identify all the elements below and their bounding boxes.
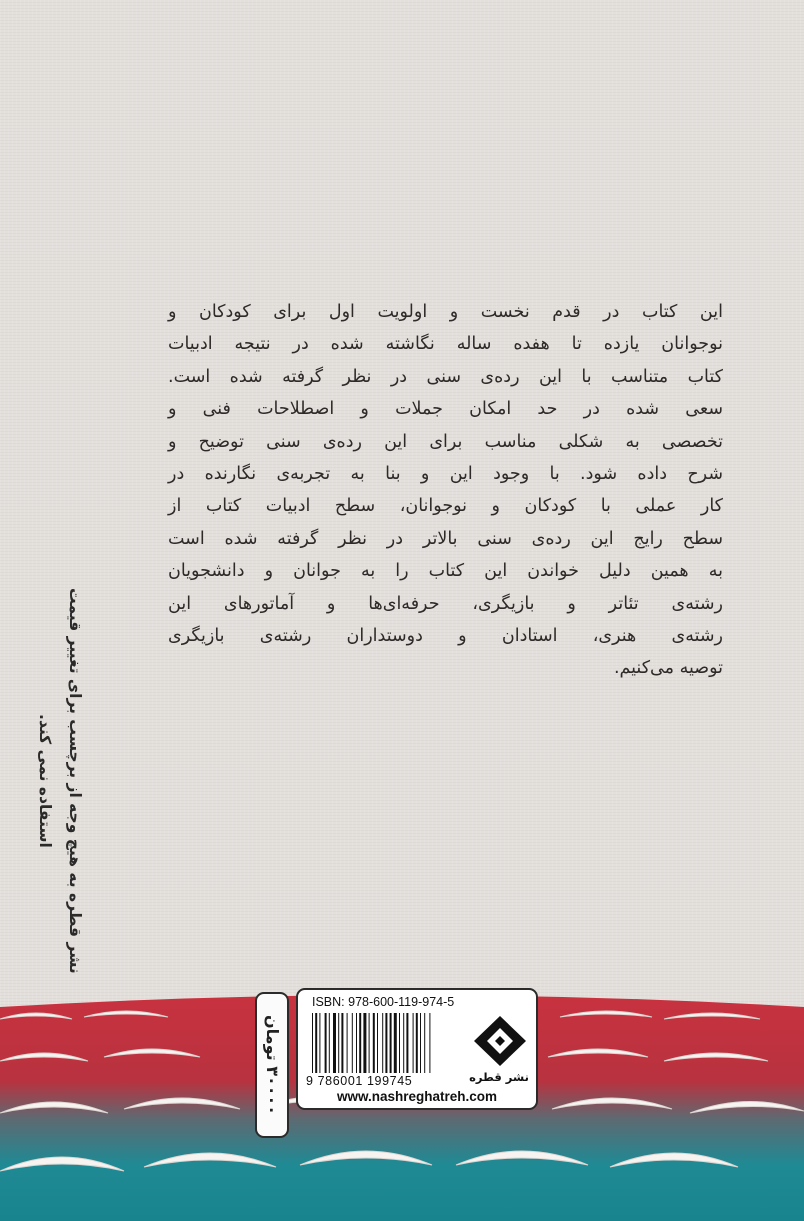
barcode-bar bbox=[403, 1013, 404, 1073]
barcode-bar bbox=[352, 1013, 353, 1073]
barcode-bar bbox=[382, 1013, 383, 1073]
barcode-bar bbox=[373, 1013, 375, 1073]
barcode-bar bbox=[429, 1013, 430, 1073]
barcode-bar bbox=[319, 1013, 320, 1073]
description-line: رشته‌ی تئاتر و بازیگری، حرفه‌ای‌ها و آماتورهای این bbox=[168, 593, 723, 614]
description-line: کار عملی با کودکان و نوجوانان، سطح ادبیات کتاب از bbox=[168, 496, 723, 517]
barcode-bar bbox=[363, 1013, 366, 1073]
publisher-website: www.nashreghatreh.com bbox=[336, 1089, 498, 1104]
price-tag bbox=[255, 992, 289, 1138]
barcode-bar bbox=[325, 1013, 327, 1073]
barcode-bar bbox=[333, 1013, 336, 1073]
description-line: شرح داده شود. با وجود این و بنا به تجربه‌ی نگارنده در bbox=[168, 463, 723, 484]
description-line: کتاب متناسب با این رده‌ی سنی در نظر گرفته شده است. bbox=[168, 366, 723, 387]
barcode-bar bbox=[347, 1013, 348, 1073]
barcode-bar bbox=[394, 1013, 397, 1073]
barcode-bar bbox=[329, 1013, 330, 1073]
barcode-bar bbox=[369, 1013, 370, 1073]
barcode-bar bbox=[413, 1013, 414, 1073]
description-line: رشته‌ی هنری، استادان و دوستداران رشته‌ی بازیگری bbox=[168, 625, 723, 646]
book-description bbox=[168, 296, 723, 685]
barcode-bar bbox=[341, 1013, 343, 1073]
isbn-label: ISBN: 978-600-119-974-5 bbox=[312, 995, 455, 1009]
price-text: ۳۰۰۰۰ تومان bbox=[263, 1014, 282, 1115]
barcode-bar bbox=[424, 1013, 425, 1073]
barcode-bar bbox=[315, 1013, 317, 1073]
description-line: نوجوانان یازده تا هفده ساله نگاشته شده در نتیجه ادبیات bbox=[168, 334, 723, 355]
description-line: سطح رایج این رده‌ی سنی بالاتر در نظر گرفته شده است bbox=[168, 528, 723, 549]
barcode-bar bbox=[359, 1013, 361, 1073]
publisher-logo-icon bbox=[472, 1014, 528, 1068]
price-label-notice: نشر قطره به هیچ وجه از برچسب برای تغییر قیمت استفاده نمی کند. bbox=[36, 588, 84, 974]
barcode-bar bbox=[377, 1013, 378, 1073]
barcode-bar bbox=[312, 1013, 313, 1073]
barcode-bar bbox=[420, 1013, 421, 1073]
description-line: این کتاب در قدم نخست و اولویت اول برای کودکان و bbox=[168, 302, 723, 322]
barcode-bar bbox=[390, 1013, 392, 1073]
barcode-bar bbox=[338, 1013, 339, 1073]
barcode-graphic bbox=[310, 1013, 460, 1073]
barcode-bar bbox=[356, 1013, 357, 1073]
publisher-logo-text: نشر قطره bbox=[469, 1070, 529, 1084]
barcode-bar bbox=[416, 1013, 418, 1073]
barcode-bar bbox=[385, 1013, 387, 1073]
description-line: به همین دلیل خواندن این کتاب را به جوانان و دانشجویان bbox=[168, 561, 723, 582]
description-line: توصیه می‌کنیم. bbox=[613, 658, 723, 679]
barcode-bar bbox=[406, 1013, 408, 1073]
barcode-bar bbox=[399, 1013, 400, 1073]
barcode-number: 9 786001 199745 bbox=[306, 1074, 413, 1088]
description-line: تخصصی به شکلی مناسب برای این رده‌ی سنی توضیح و bbox=[168, 431, 723, 452]
description-line: سعی شده در حد امکان جملات و اصطلاحات فنی و bbox=[168, 399, 723, 420]
